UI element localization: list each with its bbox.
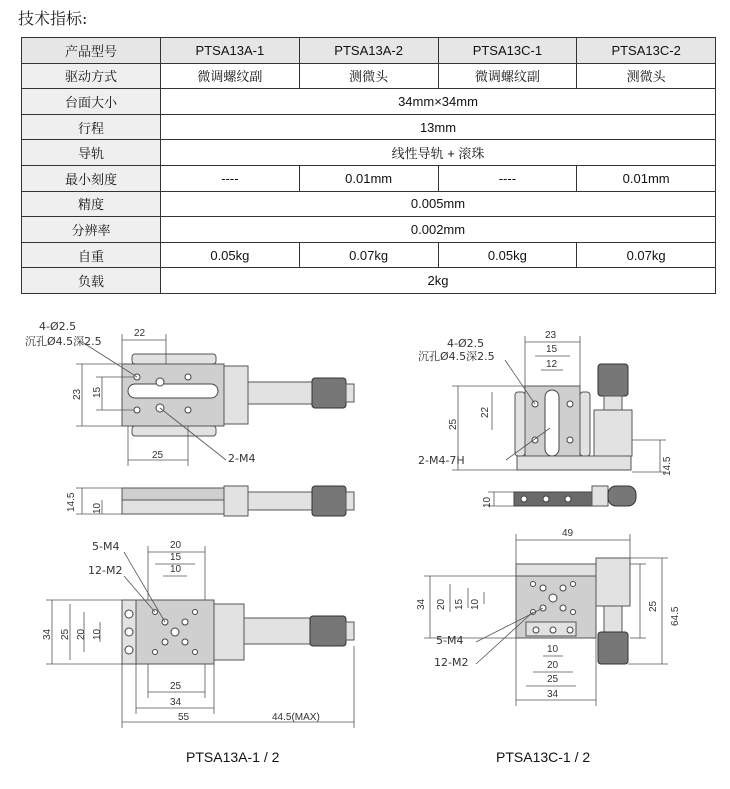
dim-55: 55 — [178, 712, 190, 723]
table-row-guide — [22, 140, 716, 166]
header-model-a2: PTSA13A-2 — [299, 38, 438, 64]
dim-25: 25 — [60, 628, 71, 640]
dim-23: 23 — [545, 330, 557, 341]
dim-20b: 20 — [76, 628, 87, 640]
label-m4: 5-M4 — [436, 634, 464, 647]
m4-hole — [560, 605, 566, 611]
micrometer-block — [594, 410, 632, 456]
m2-hole — [193, 610, 198, 615]
clamp-hole — [533, 627, 539, 633]
rail-top — [132, 354, 216, 364]
micrometer-thimble — [598, 632, 628, 664]
table-cell: 线性导轨 + 滚珠 — [161, 140, 716, 166]
mount-hole — [134, 407, 140, 413]
label-m4: 5-M4 — [92, 540, 120, 553]
rail-left — [515, 392, 525, 456]
m2-hole — [571, 582, 576, 587]
label-thread: 2-M4 — [228, 452, 256, 465]
slot — [545, 390, 559, 456]
micrometer-thimble — [312, 378, 346, 408]
mount-hole — [185, 407, 191, 413]
dim-15: 15 — [92, 386, 103, 398]
header-model-c2: PTSA13C-2 — [577, 38, 716, 64]
side-cap — [346, 492, 354, 510]
label-m2: 12-M2 — [88, 564, 123, 577]
micrometer-thimble — [598, 364, 628, 396]
table-row-min-scale — [22, 165, 716, 191]
bottom-block — [214, 604, 244, 660]
base-rail — [517, 456, 631, 470]
mount-hole — [567, 401, 573, 407]
drawing-a-top-view — [25, 320, 354, 466]
table-cell: 0.05kg — [438, 242, 577, 268]
table-cell: ---- — [438, 165, 577, 191]
row-label: 分辨率 — [22, 217, 161, 243]
dim-10: 10 — [470, 598, 481, 610]
table-cell: 13mm — [161, 114, 716, 140]
label-holes: 4-Ø2.5 — [39, 320, 77, 333]
dim-15: 15 — [546, 344, 558, 355]
drawing-c-bottom-view — [416, 528, 681, 706]
dim-64-5: 64.5 — [670, 606, 681, 626]
dim-25b: 25 — [547, 674, 559, 685]
drawing-c-top-view — [418, 330, 673, 476]
row-label: 负载 — [22, 268, 161, 294]
side-block — [224, 486, 248, 516]
label-counterbore: 沉孔Ø4.5深2.5 — [25, 335, 102, 348]
row-label: 行程 — [22, 114, 161, 140]
clamp-hole — [567, 627, 573, 633]
dim-20: 20 — [170, 540, 182, 551]
rail-right — [580, 392, 590, 456]
row-label: 自重 — [22, 242, 161, 268]
table-row-load — [22, 268, 716, 294]
label-holes: 4-Ø2.5 — [447, 337, 485, 350]
table-cell: 微调螺纹副 — [438, 63, 577, 89]
micrometer-sleeve — [604, 396, 622, 410]
micrometer-block — [596, 558, 630, 606]
m2-hole — [193, 650, 198, 655]
side-thimble — [608, 486, 636, 506]
dim-10: 10 — [482, 496, 493, 508]
side-hole — [543, 496, 549, 502]
dim-15: 15 — [454, 598, 465, 610]
drawing-a-bottom-view — [42, 540, 354, 728]
dim-12: 12 — [546, 359, 558, 370]
rail-bottom — [132, 426, 216, 436]
dim-20: 20 — [436, 598, 447, 610]
bottom-sleeve — [244, 618, 310, 644]
dim-23: 23 — [72, 388, 83, 400]
drive-block — [224, 366, 248, 424]
m4-hole — [540, 585, 546, 591]
row-label: 驱动方式 — [22, 63, 161, 89]
mount-hole — [185, 374, 191, 380]
dim-25: 25 — [648, 600, 659, 612]
table-cell: 0.002mm — [161, 217, 716, 243]
header-model-a1: PTSA13A-1 — [161, 38, 300, 64]
micrometer-sleeve — [248, 382, 312, 404]
dim-34b: 34 — [547, 689, 559, 700]
table-cell: 0.01mm — [299, 165, 438, 191]
clamp-hole — [125, 646, 133, 654]
dim-10: 10 — [92, 502, 103, 514]
dim-15: 15 — [170, 552, 182, 563]
table-cell: 0.05kg — [161, 242, 300, 268]
dim-25: 25 — [448, 418, 459, 430]
side-hole — [521, 496, 527, 502]
dim-25: 25 — [152, 450, 164, 461]
side-thimble — [312, 486, 346, 516]
table-row-resolution — [22, 217, 716, 243]
header-label: 产品型号 — [22, 38, 161, 64]
dim-25b: 25 — [170, 681, 182, 692]
table-cell: 0.07kg — [577, 242, 716, 268]
m4-hole — [182, 639, 188, 645]
row-label: 最小刻度 — [22, 165, 161, 191]
clamp-hole — [550, 627, 556, 633]
top-clamp — [516, 564, 596, 576]
slot — [128, 384, 218, 398]
technical-drawings — [0, 300, 730, 789]
m2-hole — [531, 582, 536, 587]
table-cell: 34mm×34mm — [161, 89, 716, 115]
dim-10: 10 — [170, 564, 182, 575]
label-thread: 2-M4-7H — [418, 454, 465, 467]
table-cell: 0.005mm — [161, 191, 716, 217]
dim-22: 22 — [480, 406, 491, 418]
row-label: 台面大小 — [22, 89, 161, 115]
clamp-hole — [125, 610, 133, 618]
dim-34: 34 — [416, 598, 427, 610]
table-cell: 0.01mm — [577, 165, 716, 191]
dim-20b: 20 — [547, 660, 559, 671]
row-label: 精度 — [22, 191, 161, 217]
table-row-accuracy — [22, 191, 716, 217]
spec-table — [21, 37, 716, 294]
table-cell: 微调螺纹副 — [161, 63, 300, 89]
bottom-cap — [346, 622, 354, 640]
table-row-header — [22, 38, 716, 64]
spec-heading: 技术指标: — [18, 9, 88, 28]
m2-hole — [153, 650, 158, 655]
dim-max: 44.5(MAX) — [272, 712, 320, 723]
thread-hole — [156, 378, 164, 386]
table-cell: 测微头 — [299, 63, 438, 89]
dim-10b: 10 — [92, 628, 103, 640]
table-row-travel — [22, 114, 716, 140]
side-base — [122, 500, 224, 514]
m4-hole — [560, 585, 566, 591]
dim-49: 49 — [562, 528, 574, 539]
dim-22: 22 — [134, 328, 146, 339]
center-hole — [171, 628, 179, 636]
caption-a: PTSA13A-1 / 2 — [186, 749, 280, 765]
dim-34: 34 — [42, 628, 53, 640]
drawing-a-side-view — [66, 486, 354, 516]
table-cell: 0.07kg — [299, 242, 438, 268]
table-cell: 测微头 — [577, 63, 716, 89]
side-hole — [565, 496, 571, 502]
row-label: 导轨 — [22, 140, 161, 166]
dim-14-5: 14.5 — [662, 456, 673, 476]
m2-hole — [571, 610, 576, 615]
dim-34b: 34 — [170, 697, 182, 708]
table-cell: 2kg — [161, 268, 716, 294]
table-row-table-size — [22, 89, 716, 115]
clamp-hole — [125, 628, 133, 636]
table-cell: ---- — [161, 165, 300, 191]
label-m2: 12-M2 — [434, 656, 469, 669]
side-block — [592, 486, 608, 506]
bottom-thimble — [310, 616, 346, 646]
micrometer-sleeve — [604, 606, 622, 632]
m4-hole — [162, 639, 168, 645]
table-row-drive — [22, 63, 716, 89]
center-hole — [549, 594, 557, 602]
side-top-plate — [122, 488, 224, 500]
table-row-weight — [22, 242, 716, 268]
header-model-c1: PTSA13C-1 — [438, 38, 577, 64]
drawing-c-side-view — [482, 486, 636, 508]
micrometer-cap — [346, 384, 354, 402]
side-sleeve — [248, 492, 312, 510]
mount-hole — [567, 437, 573, 443]
dim-10b: 10 — [547, 644, 559, 655]
m4-hole — [182, 619, 188, 625]
dim-14-5: 14.5 — [66, 492, 77, 512]
label-counterbore: 沉孔Ø4.5深2.5 — [418, 350, 495, 363]
caption-c: PTSA13C-1 / 2 — [496, 749, 591, 765]
